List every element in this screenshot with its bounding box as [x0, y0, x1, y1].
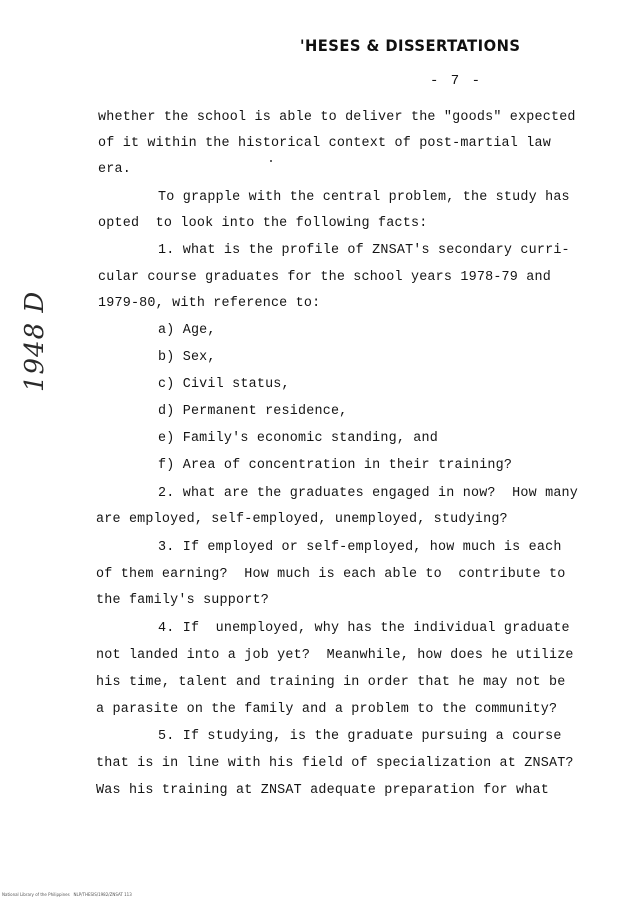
sub-item-e: e) Family's economic standing, and — [158, 431, 439, 446]
text-line: Was his training at ZNSAT adequate preparation for what — [96, 783, 549, 798]
text-line: To grapple with the central problem, the study has — [158, 190, 570, 205]
text-line: whether the school is able to deliver the "goods" expected — [98, 110, 576, 125]
text-line: opted to look into the following facts: — [98, 216, 428, 231]
sub-item-c: c) Civil status, — [158, 377, 290, 392]
sub-item-b: b) Sex, — [158, 350, 216, 365]
text-line: his time, talent and training in order that he may not be — [96, 675, 566, 690]
text-line: are employed, self-employed, unemployed, studying? — [96, 512, 508, 527]
text-line: that is in line with his field of specialization at ZNSAT? — [96, 756, 574, 771]
question-1: 1. what is the profile of ZNSAT's secondary curri- — [158, 243, 570, 258]
text-line: of them earning? How much is each able to contribute to — [96, 567, 566, 582]
text-line: 1979-80, with reference to: — [98, 296, 321, 311]
page-number: - 7 - — [430, 73, 483, 89]
question-4: 4. If unemployed, why has the individual graduate — [158, 621, 570, 636]
sub-item-d: d) Permanent residence, — [158, 404, 348, 419]
question-2: 2. what are the graduates engaged in now? How many — [158, 486, 579, 501]
theses-stamp: 'HESES & DISSERTATIONS — [300, 36, 521, 55]
speck — [270, 160, 272, 162]
library-footer: National Library of the Philippines NLP/THESIS/1982/ZNSAT 113 — [2, 892, 132, 897]
sub-item-a: a) Age, — [158, 323, 216, 338]
question-3: 3. If employed or self-employed, how much is each — [158, 540, 562, 555]
sub-item-f: f) Area of concentration in their training? — [158, 458, 513, 473]
text-line: not landed into a job yet? Meanwhile, how does he utilize — [96, 648, 574, 663]
text-line: the family's support? — [96, 593, 269, 608]
text-line: era. — [98, 162, 131, 177]
text-line: cular course graduates for the school years 1978-79 and — [98, 270, 551, 285]
margin-handwriting: 1948 D — [20, 290, 50, 392]
question-5: 5. If studying, is the graduate pursuing a course — [158, 729, 562, 744]
text-line: of it within the historical context of post-martial law — [98, 136, 551, 151]
text-line: a parasite on the family and a problem to the community? — [96, 702, 558, 717]
